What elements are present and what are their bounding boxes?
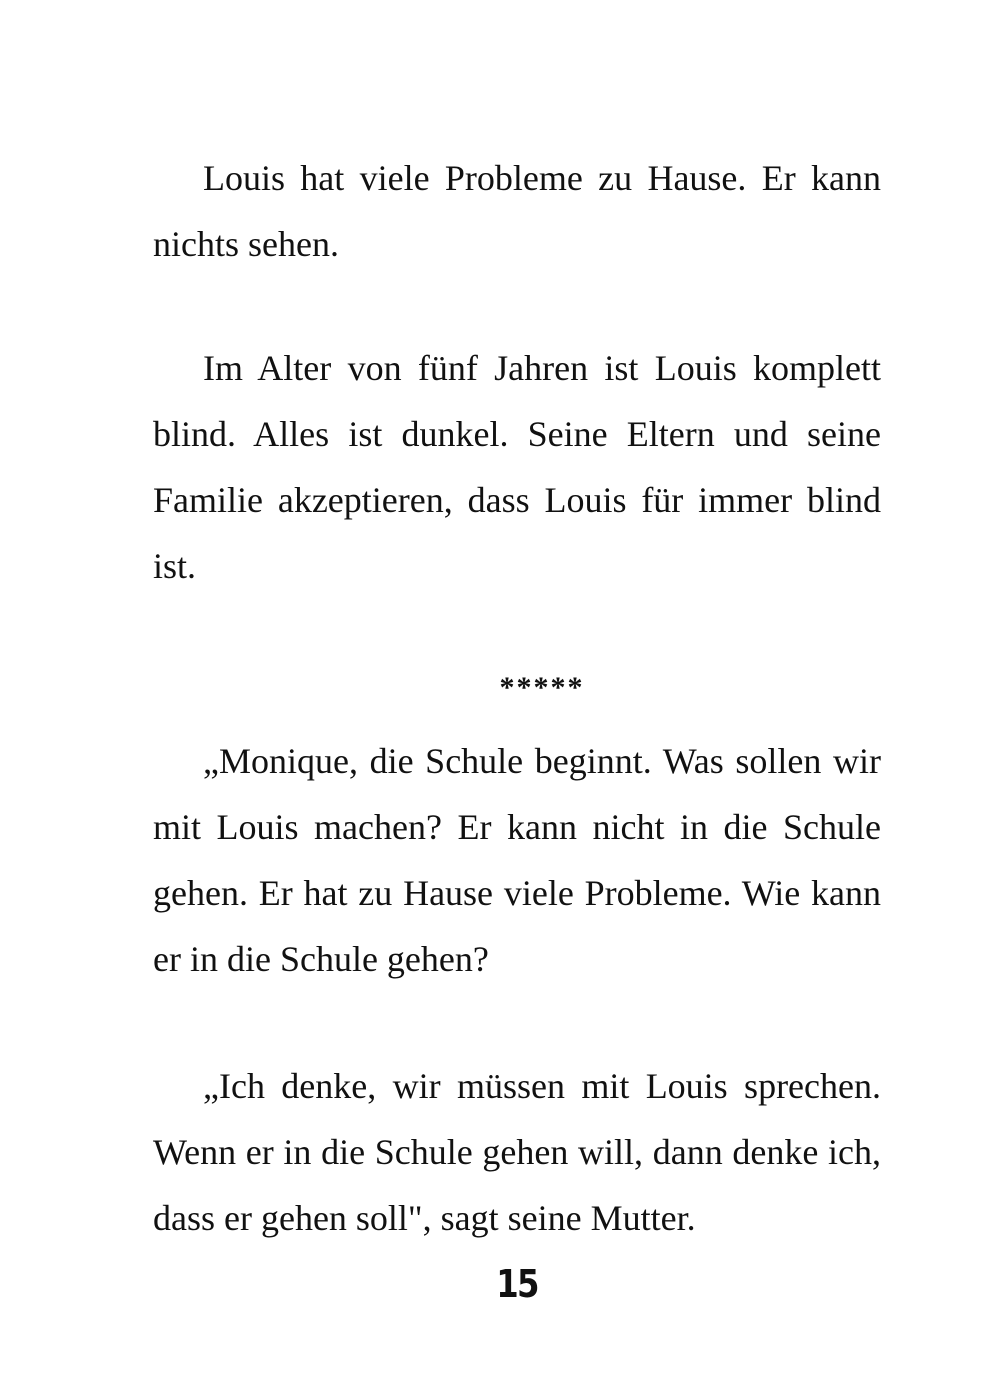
paragraph-1: Louis hat viele Probleme zu Hause. Er kann nichts sehen. — [153, 158, 881, 264]
paragraph-4: „Ich denke, wir müssen mit Louis sprechen. Wenn er in die Schule gehen will, dann denke ich, dass er gehen soll", sagt seine Mutter. — [153, 1066, 881, 1238]
paragraph-2: Im Alter von fünf Jahren ist Louis komplett blind. Alles ist dunkel. Seine Eltern und seine Familie akzeptieren, dass Louis für immer blind ist. — [153, 348, 881, 586]
paragraph-3: „Monique, die Schule beginnt. Was sollen wir mit Louis machen? Er kann nicht in die Schule gehen. Er hat zu Hause viele Probleme. Wie kann er in die Schule gehen? — [153, 741, 881, 979]
section-separator: ***** — [499, 671, 585, 704]
page-number: 15 — [496, 1262, 538, 1306]
